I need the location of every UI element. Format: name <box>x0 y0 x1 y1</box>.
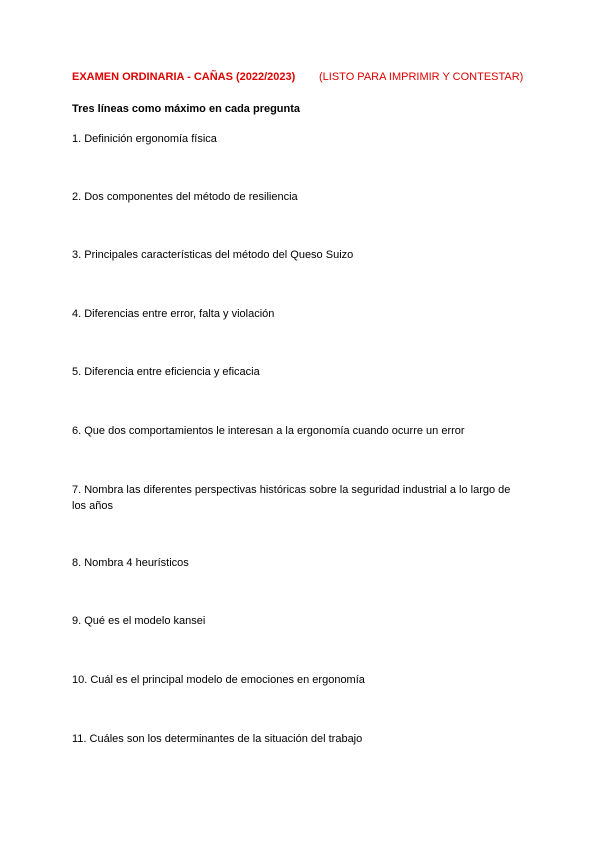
print-note: (LISTO PARA IMPRIMIR Y CONTESTAR) <box>319 71 524 83</box>
question-5: 5. Diferencia entre eficiencia y eficacia <box>72 366 260 378</box>
question-4: 4. Diferencias entre error, falta y violación <box>72 308 275 320</box>
question-2: 2. Dos componentes del método de resiliencia <box>72 191 298 203</box>
question-6: 6. Que dos comportamientos le interesan a la ergonomía cuando ocurre un error <box>72 425 465 437</box>
question-1: 1. Definición ergonomía física <box>72 133 217 145</box>
question-11: 11. Cuáles son los determinantes de la situación del trabajo <box>72 733 363 745</box>
question-7: 7. Nombra las diferentes perspectivas históricas sobre la seguridad industrial a lo largo de los años <box>72 484 511 512</box>
instruction-text: Tres líneas como máximo en cada pregunta <box>72 103 301 115</box>
exam-title: EXAMEN ORDINARIA - CAÑAS (2022/2023) <box>72 71 296 83</box>
question-10: 10. Cuál es el principal modelo de emociones en ergonomía <box>72 674 365 686</box>
question-9: 9. Qué es el modelo kansei <box>72 615 206 627</box>
question-8: 8. Nombra 4 heurísticos <box>72 557 189 569</box>
question-3: 3. Principales características del método del Queso Suizo <box>72 249 354 261</box>
